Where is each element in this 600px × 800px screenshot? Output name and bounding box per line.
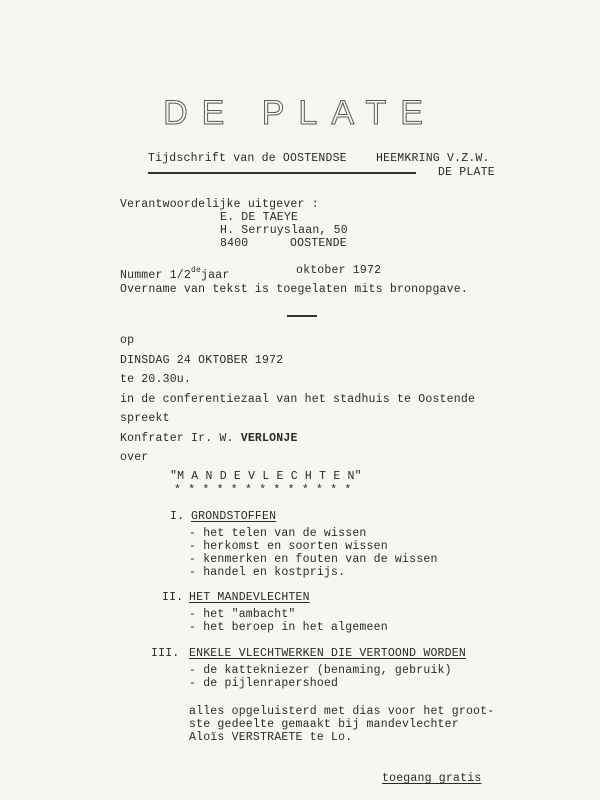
section-1-item: - het telen van de wissen — [189, 527, 367, 540]
section-1-item: - herkomst en soorten wissen — [189, 540, 388, 553]
topic-stars: * * * * * * * * * * * * * — [174, 484, 352, 497]
section-2-numeral: II. — [162, 591, 184, 604]
section-3-item: - de kattekniezer (benaming, gebruik) — [189, 664, 452, 677]
section-3-numeral: III. — [151, 647, 180, 660]
closing-line: Aloïs VERSTRAETE te Lo. — [189, 731, 353, 744]
announcement-op: op — [120, 334, 135, 347]
separator-dash — [287, 315, 317, 317]
subtitle-right-2: DE PLATE — [438, 166, 495, 179]
section-1-item: - handel en kostprijs. — [189, 566, 346, 579]
section-3-item: - de pijlenrapershoed — [189, 677, 339, 690]
section-2-item: - het "ambacht" — [189, 608, 296, 621]
issue-date: oktober 1972 — [296, 264, 382, 277]
issue-number-suffix: jaar — [201, 269, 230, 282]
masthead-title: DE PLATE — [163, 94, 437, 132]
section-1-numeral: I. — [170, 510, 185, 523]
announcement-speaker — [120, 432, 298, 446]
subtitle-left: Tijdschrift van de OOSTENDSE — [148, 152, 347, 165]
subtitle-right: HEEMKRING V.Z.W. — [376, 152, 490, 165]
section-1-item: - kenmerken en fouten van de wissen — [189, 553, 438, 566]
publisher-postcode: 8400 — [220, 237, 249, 250]
speaker-name: VERLONJE — [240, 432, 298, 445]
issue-notice: Overname van tekst is toegelaten mits bronopgave. — [120, 283, 468, 296]
speaker-prefix: Konfrater Ir. W. — [120, 432, 241, 445]
closing-line: alles opgeluisterd met dias voor het groot- — [189, 705, 495, 718]
section-2-item: - het beroep in het algemeen — [189, 621, 388, 634]
issue-number-sup: de — [191, 266, 202, 275]
closing-line: ste gedeelte gemaakt bij mandevlechter — [189, 718, 459, 731]
section-3-heading: ENKELE VLECHTWERKEN DIE VERTOOND WORDEN — [189, 647, 466, 660]
lecture-topic: "M A N D E V L E C H T E N" — [170, 470, 362, 483]
issue-number — [120, 264, 229, 283]
entry-note: toegang gratis — [382, 772, 482, 785]
announcement-day: DINSDAG 24 OKTOBER 1972 — [120, 354, 284, 367]
publisher-city: OOSTENDE — [290, 237, 347, 250]
section-1-heading: GRONDSTOFFEN — [191, 510, 277, 523]
publisher-street: H. Serruyslaan, 50 — [220, 224, 348, 237]
header-rule — [148, 172, 416, 174]
issue-number-prefix: Nummer 1/2 — [120, 269, 192, 282]
publisher-name: E. DE TAEYE — [220, 211, 299, 224]
section-2-heading: HET MANDEVLECHTEN — [189, 591, 310, 604]
announcement-place: in de conferentiezaal van het stadhuis te Oostende — [120, 393, 476, 406]
publisher-label: Verantwoordelijke uitgever : — [120, 198, 319, 211]
announcement-spreekt: spreekt — [120, 412, 170, 425]
announcement-over: over — [120, 451, 149, 464]
announcement-time: te 20.30u. — [120, 373, 192, 386]
